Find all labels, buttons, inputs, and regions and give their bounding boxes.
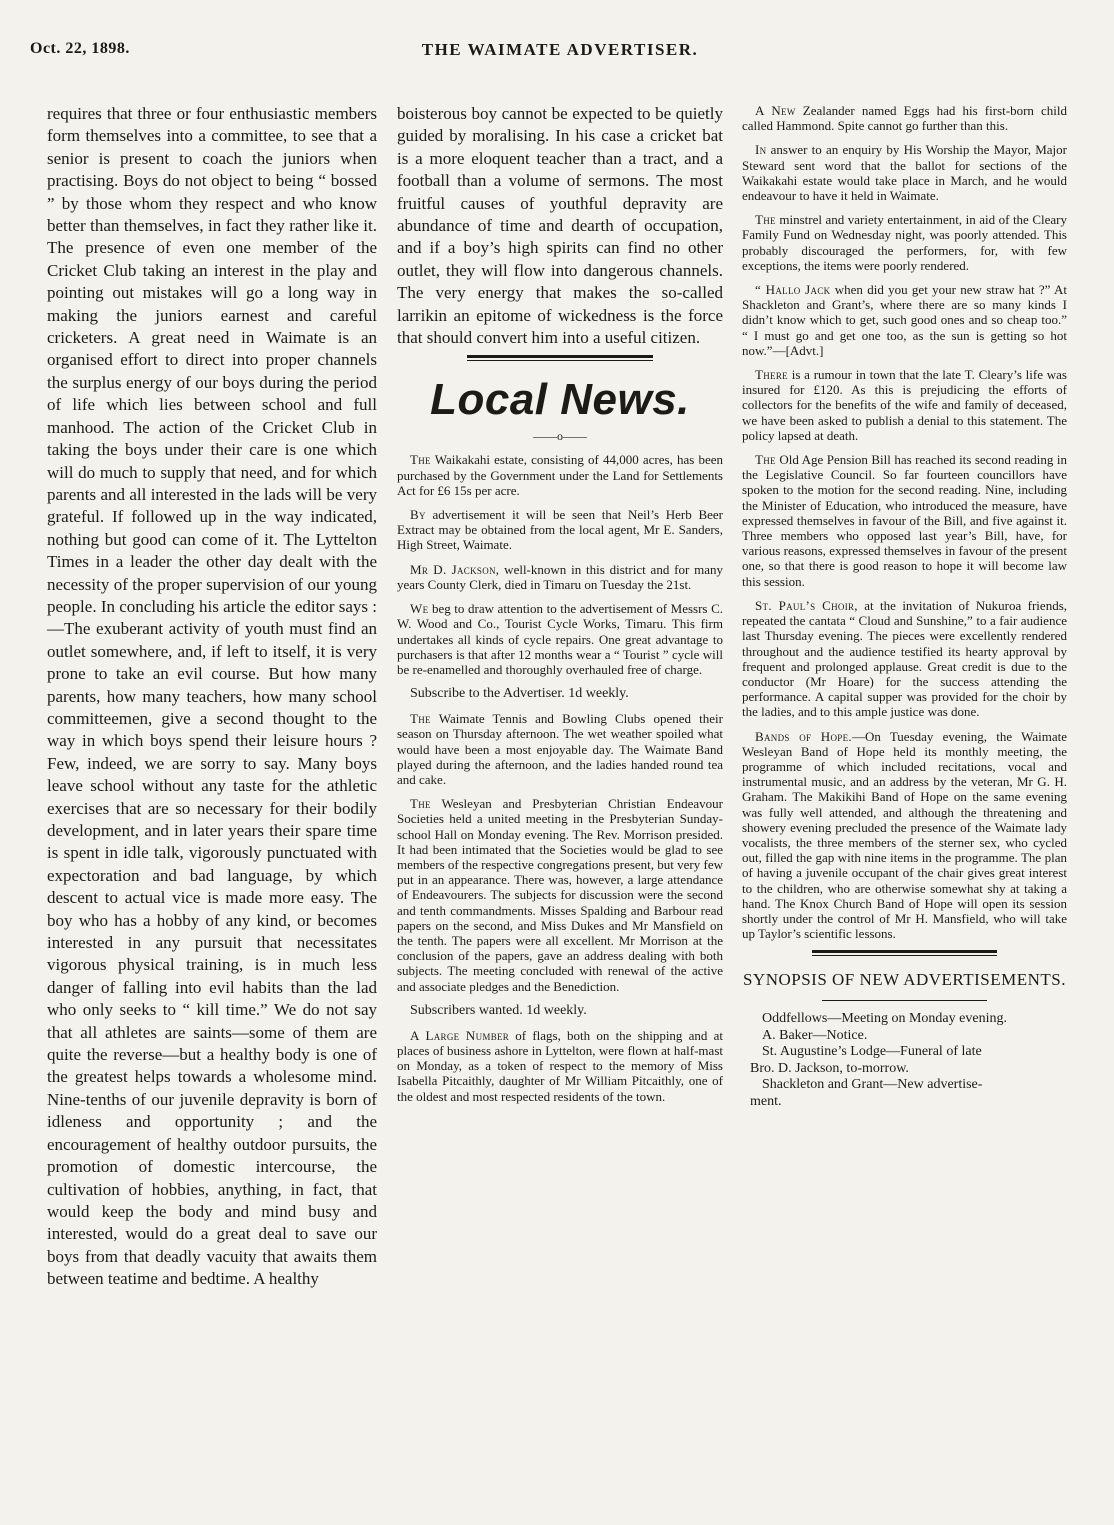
news-item-lead: “ Hallo Jack — [755, 282, 831, 298]
newspaper-title: THE WAIMATE ADVERTISER. — [421, 40, 699, 59]
column-1 — [47, 103, 377, 1291]
news-item — [742, 729, 1067, 942]
news-item-text: of flags, both on the shipping and at places of business ashore in Lyttelton, were flown at half-mast on Monday, as a token of respect to the memory of Miss Isabella Pitcaithly, daughter of Mr William Pitcaithly, one of the oldest and most respected residents of the town. — [397, 1027, 723, 1104]
news-item-text: Waikakahi estate, consisting of 44,000 acres, has been purchased by the Government under the Land for Settlements Act for £6 15s per acre. — [397, 452, 723, 498]
news-item-text: Zealander named Eggs had his first-born child called Hammond. Spite cannot go further than this. — [742, 103, 1067, 134]
news-item-lead: There — [755, 367, 788, 383]
local-news-heading: Local News. — [430, 375, 690, 425]
news-item — [742, 103, 1067, 133]
synopsis-item: St. Augustine’s Lodge—Funeral of late — [762, 1044, 982, 1060]
news-item-lead: Mr D. Jackson, — [410, 561, 500, 577]
news-item-text: minstrel and variety entertainment, in aid of the Cleary Family Fund on Wednesday night, was poorly attended. This probably discouraged the performers, for, with few exceptions, the items were poorly rendered. — [742, 212, 1067, 273]
section-divider — [812, 950, 997, 956]
news-item-lead: Bands of Hope. — [755, 728, 852, 744]
section-divider — [467, 355, 653, 361]
news-item — [397, 562, 723, 592]
news-item-lead: The — [755, 212, 776, 228]
synopsis-item-continued: ment. — [750, 1093, 782, 1109]
news-item-text: advertisement it will be seen that Neil’s Herb Beer Extract may be obtained from the local agent, Mr E. Sanders, High Street, Waimate. — [397, 507, 723, 553]
news-item-text: beg to draw attention to the advertisement of Messrs C. W. Wood and Co., Tourist Cycle Works, Timaru. This firm undertakes all kinds of cycle repairs. One great advantage to purchasers is that after 12 months wear a “ Tourist ” cycle will be re-enamelled and thoroughly overhauled free of charge. — [397, 601, 723, 677]
news-item-lead: The — [410, 796, 431, 812]
heading-ornament: ——o—— — [533, 429, 587, 444]
subscribe-notice: Subscribe to the Advertiser. 1d weekly. — [410, 686, 629, 702]
issue-date: Oct. 22, 1898. — [30, 40, 130, 57]
news-item-text: Wesleyan and Presbyterian Christian Endeavour Societies held a united meeting in the Presbyterian Sunday-school Hall on Monday evening. The Rev. Morrison presided. It had been intimated that the Societies would be glad to see members of the respective congregations present, but very few put in an appearance. There was, however, a large attendance of Endeavourers. The subjects for discussion were the second and tenth commandments. Misses Spalding and Barbour read papers on the second, and Miss Dukes and Mr Mansfield on the tenth. The papers were all excellent. Mr Morrison at the conclusion of the papers, gave an address dealing with both subjects. The meeting concluded with renewal of the active and associate pledges and the Benediction. — [397, 796, 723, 994]
news-item-lead: By — [410, 507, 426, 523]
column-3 — [742, 103, 1067, 1110]
news-item-lead: St. Paul’s Choir, — [755, 597, 858, 613]
news-item — [397, 507, 723, 553]
news-item-text: Waimate Tennis and Bowling Clubs opened their season on Thursday afternoon. The wet weather spoiled what would have been a most enjoyable day. The Waimate Band played during the afternoon, and the ladies handed round tea and cake. — [397, 711, 723, 787]
news-item-lead: The — [410, 711, 431, 727]
news-item-lead: The — [410, 452, 431, 468]
subscribers-wanted-notice: Subscribers wanted. 1d weekly. — [410, 1002, 587, 1018]
synopsis-item-continued: Bro. D. Jackson, to-morrow. — [750, 1060, 909, 1076]
synopsis-heading: SYNOPSIS OF NEW ADVERTISEMENTS. — [742, 970, 1067, 990]
editorial-continuation: boisterous boy cannot be expected to be quietly guided by moralising. In his case a cricket bat is a more eloquent teacher than a tract, and a football than a volume of sermons. The most fruitful causes of youthful depravity are abundance of time and dearth of occupation, and if a boy’s high spirits can find no other outlet, they will flow into dangerous channels. The very energy that makes the so-called larrikin an epitome of wickedness is the force that should convert him into a useful citizen. — [397, 104, 723, 348]
synopsis-divider — [822, 1000, 987, 1001]
news-item-lead: A New — [755, 103, 796, 118]
news-item — [742, 282, 1067, 358]
news-item-text: answer to an enquiry by His Worship the Mayor, Major Steward sent word that the ballot for sections of the Waikakahi estate would take place in March, and he would endeavour to have it held in Waimate. — [742, 142, 1067, 204]
news-item — [742, 367, 1067, 443]
news-item-text: well-known in this district and for many years County Clerk, died in Timaru on Tuesday the 21st. — [397, 561, 723, 592]
news-item-text: is a rumour in town that the late T. Cleary’s life was insured for £120. As this is prejudicing the efforts of collectors for the benefits of the wife and family of deceased, we have been asked to publish a denial to this statement. The policy lapsed at death. — [742, 367, 1067, 443]
news-item-text: Old Age Pension Bill has reached its second reading in the Legislative Council. So far fourteen councillors have spoken to the motion for the second reading. Nine, including the Minister of Education, who introduced the measure, have expressed themselves in favour of the Bill, and five against it. Three members who opposed last year’s Bill, have, for various reasons, expressed themselves in favour of the present one, so that there is good reason to hope it will become law this session. — [742, 452, 1067, 589]
page-header — [30, 40, 1090, 64]
news-item — [397, 796, 723, 994]
news-item-text: when did you get your new straw hat ?” At Shackleton and Grant’s, where there are so many kinds I didn’t know which to get, such good ones and so cheap too.” “ I must go and get one too, as the sun is getting so hot now.”—[Advt.] — [742, 282, 1067, 358]
editorial-text: requires that three or four enthusiastic members form themselves into a committee, to see that a senior is present to coach the juniors when practising. Boys do not object to being “ bossed ” by those whom they respect and who know better than themselves, in fact they rather like it. The presence of even one member of the Cricket Club taking an interest in the play and pointing out mistakes will go a long way in making the juniors earnest and careful cricketers. A great need in Waimate is an organised effort to direct into proper channels the surplus energy of our boys during the period of life which lies between school and full manhood. The action of the Cricket Club in taking the boys under their care is one which will do much to supply that need, and for which parents and all interested in the lads will be very grateful. If followed up in the way indicated, nothing but good can come of it. The Lyttelton Times in a leader the other day dealt with the necessity of the proper supervision of our young people. In concluding his article the editor says :—The exuberant activity of youth must find an outlet somewhere, and, if left to itself, it is very prone to take an evil course. But how many parents, how many teachers, how many school committeemen, give a second thought to the way in which boys spend their leisure hours ? Few, indeed, we are sorry to say. Many boys leave school without any taste for the athletic exercises that are so necessary for their bodily development, and in later years their spare time is spent in idle talk, vigorously punctuated with expectoration and bad language, by which descent to actual vice is made more easy. The boy who has a hobby of any kind, or becomes interested in any pursuit that necessitates vigorous physical training, is in much less danger of falling into evil habits than the lad who only seeks to “ kill time.” We do not say that all athletes are saints—some of them are quite the reverse—but a healthy body is one of the greatest helps towards a wholesome mind. Nine-tenths of our juvenile depravity is born of idleness and opportunity ; and the encouragement of healthy outdoor pursuits, the promotion of domestic intercourse, the cultivation of hobbies, anything, in fact, that would keep the body and mind busy and interested, would do a great deal to save our boys from that deadly vacuity that awaits them between teatime and bedtime. A healthy — [47, 104, 377, 1289]
synopsis-item: Shackleton and Grant—New advertise- — [762, 1077, 983, 1093]
news-item — [742, 212, 1067, 273]
synopsis-item: A. Baker—Notice. — [762, 1027, 868, 1043]
news-item-lead: In — [755, 142, 767, 158]
news-item-text: —On Tuesday evening, the Waimate Wesleyan Band of Hope held its monthly meeting, the programme of which included recitations, vocal and instrumental music, and an address by the veteran, Mr G. H. Graham. The Makikihi Band of Hope on the same evening was fully well attended, and although the threatening and showery evening precluded the presence of the Waimate lady vocalists, the three members of the sterner sex, who cycled out, filled the gap with nine items in the programme. The plan of having a juvenile occupant of the chair gives great interest to the children, who are otherwise somewhat shy at taking a hand. The Knox Church Band of Hope will open its session shortly under the control of Mr H. Mansfield, who will take up Taylor’s scientific lessons. — [742, 728, 1067, 942]
news-item — [742, 142, 1067, 203]
column-2 — [397, 103, 723, 1113]
news-item-text: at the invitation of Nukuroa friends, repeated the cantata “ Cloud and Sunshine,” to a fair audience last Thursday evening. The pieces were excellently rendered throughout and the audience testified its hearty approval by frequent and prolonged applause. Great credit is due to the conductor (Mr Hoare) for the success attending the performance. A capital supper was provided for the choir by the ladies, and to this ample justice was done. — [742, 597, 1067, 720]
news-item — [742, 452, 1067, 589]
news-item — [397, 1028, 723, 1104]
news-item-lead: The — [755, 452, 776, 468]
news-item-lead: We — [410, 601, 429, 617]
news-item-lead: A Large Number — [410, 1027, 510, 1043]
synopsis-item: Oddfellows—Meeting on Monday evening. — [762, 1011, 1007, 1027]
news-item — [397, 601, 723, 677]
news-item — [397, 711, 723, 787]
news-item — [397, 452, 723, 498]
news-item — [742, 598, 1067, 720]
